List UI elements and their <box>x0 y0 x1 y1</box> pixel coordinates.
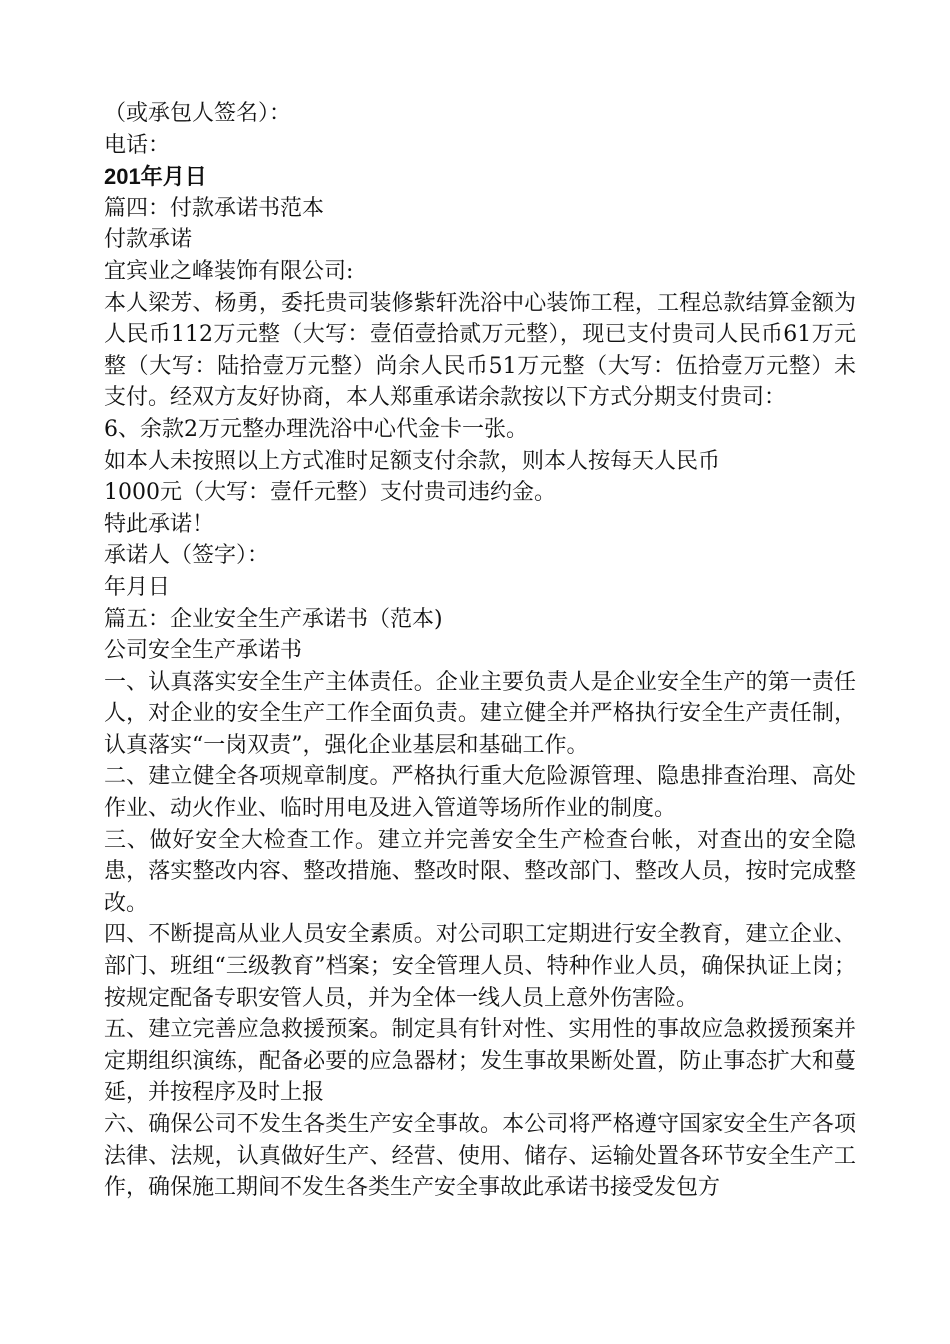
safety-item-2: 二、建立健全各项规章制度。严格执行重大危险源管理、隐患排查治理、高处作业、动火作业、临时用电及进入管道等场所作业的制度。 <box>104 764 856 822</box>
phone-line: 电话： <box>104 132 171 158</box>
installment-item: 6、余款2万元整办理洗浴中心代金卡一张。 <box>104 416 528 442</box>
safety-item-6: 六、确保公司不发生各类生产安全事故。本公司将严格遵守国家安全生产各项法律、法规，认真做好生产、经营、使用、储存、运输处置各环节安全生产工作，确保施工期间不发生各类生产安全事故此承诺书接受发包方 <box>104 1112 856 1201</box>
closing-line: 特此承诺！ <box>104 511 215 537</box>
signature-line: （或承包人签名）： <box>104 101 292 126</box>
safety-item-3: 三、做好安全大检查工作。建立并完善安全生产检查台帐，对查出的安全隐患，落实整改内容、整改措施、整改时限、整改部门、整改人员，按时完成整改。 <box>104 827 856 916</box>
safety-item-4: 四、不断提高从业人员安全素质。对公司职工定期进行安全教育，建立企业、部门、班组“三级教育”档案；安全管理人员、特种作业人员，确保执证上岗；按规定配备专职安管人员，并为全体一线人员上意外伤害险。 <box>104 922 856 1011</box>
penalty-line-2: 1000元（大写：壹仟元整）支付贵司违约金。 <box>104 480 556 506</box>
penalty-line-1: 如本人未按照以上方式准时足额支付余款，则本人按每天人民币 <box>104 448 721 474</box>
safety-item-1: 一、认真落实安全生产主体责任。企业主要负责人是企业安全生产的第一责任人，对企业的安全生产工作全面负责。建立健全并严格执行安全生产责任制，认真落实“一岗双责”，强化企业基层和基础工作。 <box>104 669 856 758</box>
document-title-payment: 付款承诺 <box>104 227 193 253</box>
section-heading-four: 篇四：付款承诺书范本 <box>104 195 325 221</box>
safety-item-5: 五、建立完善应急救援预案。制定具有针对性、实用性的事故应急救援预案并定期组织演练，配备必要的应急器材；发生事故果断处置，防止事态扩大和蔓延，并按程序及时上报 <box>104 1017 856 1106</box>
date-blank-line: 年月日 <box>104 574 171 600</box>
document-title-safety: 公司安全生产承诺书 <box>104 638 303 664</box>
section-heading-five: 篇五：企业安全生产承诺书（范本) <box>104 606 443 632</box>
promisor-signature-line: 承诺人（签字）： <box>104 543 270 569</box>
date-line: 201年月日 <box>104 164 207 190</box>
payment-paragraph: 本人梁芳、杨勇，委托贵司装修紫轩洗浴中心装饰工程，工程总款结算金额为人民币112万元整（大写：壹佰壹拾贰万元整），现已支付贵司人民币61万元整（大写：陆拾壹万元整）尚余人民币51万元整（大写：伍拾壹万元整）未支付。经双方友好协商，本人郑重承诺余款按以下方式分期支付贵司： <box>104 290 856 411</box>
document-page <box>104 98 856 1204</box>
addressee-line: 宜宾业之峰装饰有限公司: <box>104 258 354 284</box>
